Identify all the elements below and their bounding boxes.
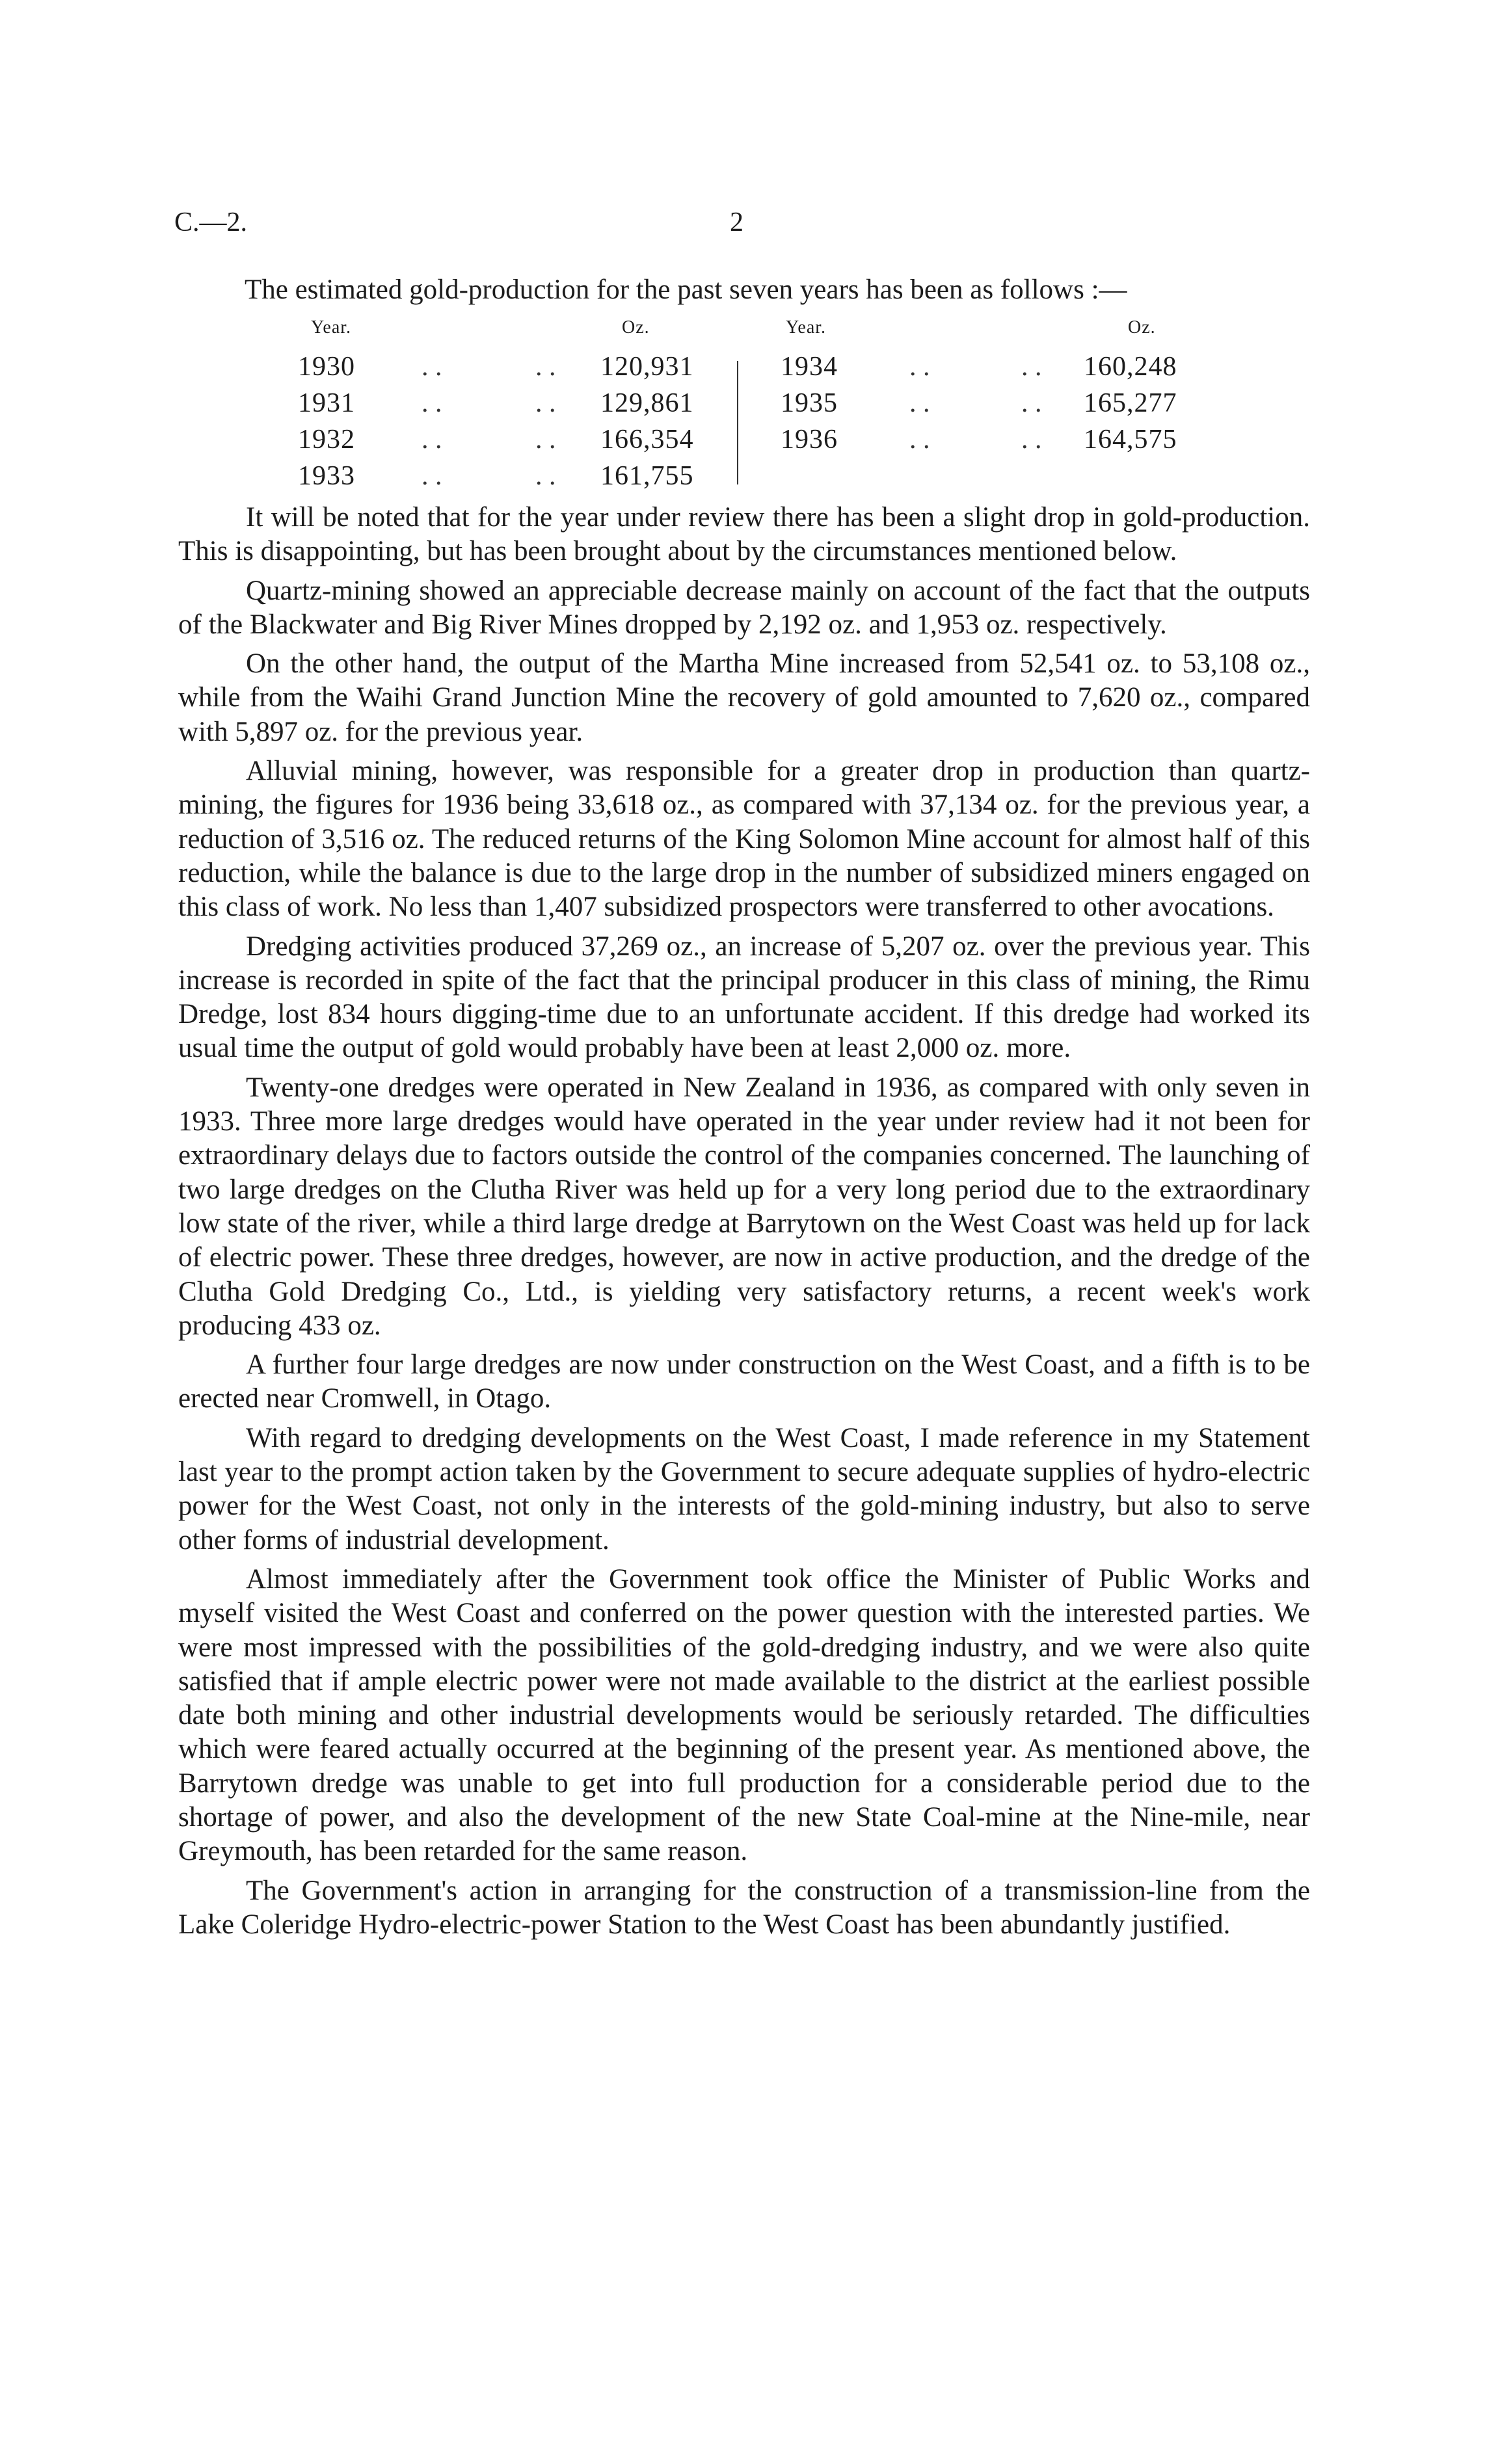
leader-dots: . . — [909, 388, 930, 418]
col-header-oz-left: Oz. — [622, 317, 650, 338]
table-row-year: 1933 — [298, 461, 355, 491]
table-row-year: 1931 — [298, 388, 355, 418]
leader-dots: . . — [535, 388, 556, 418]
table-row-oz: 160,248 — [1084, 352, 1177, 382]
production-table — [298, 317, 1222, 493]
leader-dots: . . — [535, 461, 556, 491]
leader-dots: . . — [535, 425, 556, 455]
leader-dots: . . — [422, 461, 442, 491]
body-text — [178, 501, 1310, 1947]
intro-text: The estimated gold-production for the past seven years has been as follows :— — [245, 274, 1127, 305]
leader-dots: . . — [422, 425, 442, 455]
paragraph: With regard to dredging developments on the West Coast, I made reference in my Statement last year to the prompt action taken by the Government to secure adequate supplies of hydro-electric power for the West Coast, not only in the interests of the gold-mining industry, but also to serve other forms of industrial development. — [178, 1422, 1310, 1556]
leader-dots: . . — [1021, 388, 1042, 418]
table-row-year: 1935 — [781, 388, 838, 418]
leader-dots: . . — [1021, 352, 1042, 382]
col-header-year-left: Year. — [311, 317, 352, 338]
leader-dots: . . — [422, 388, 442, 418]
table-row-oz: 120,931 — [600, 352, 694, 382]
table-row-oz: 129,861 — [600, 388, 694, 418]
paragraph: Dredging activities produced 37,269 oz., an increase of 5,207 oz. over the previous year. This increase is recorded in spite of the fact that the principal producer in this class of mining, the Rimu Dredge, lost 834 hours digging-time due to an unfortunate accident. If this dredge had worked its usual time the output of gold would probably have been at least 2,000 oz. more. — [178, 931, 1310, 1064]
page-number: 2 — [730, 207, 743, 237]
col-header-oz-right: Oz. — [1128, 317, 1156, 338]
table-row-oz: 166,354 — [600, 425, 694, 455]
table-row-year: 1932 — [298, 425, 355, 455]
col-header-year-right: Year. — [786, 317, 827, 338]
table-row-year: 1936 — [781, 425, 838, 455]
paragraph: Alluvial mining, however, was responsible for a greater drop in production than quartz-mining, the figures for 1936 being 33,618 oz., as compared with 37,134 oz. for the previous year, a reduction of 3,516 oz. The reduced returns of the King Solomon Mine account for almost half of this reduction, while the balance is due to the large drop in the number of subsidized miners engaged on this class of work. No less than 1,407 subsidized prospectors were transferred to other avocations. — [178, 756, 1310, 923]
leader-dots: . . — [535, 352, 556, 382]
paragraph: Quartz-mining showed an appreciable decrease mainly on account of the fact that the outputs of the Blackwater and Big River Mines dropped by 2,192 oz. and 1,953 oz. respectively. — [178, 575, 1310, 640]
paragraph: The Government's action in arranging for the construction of a transmission-line from the Lake Coleridge Hydro-electric-power Station to the West Coast has been abundantly justified. — [178, 1875, 1310, 1940]
table-divider — [737, 361, 738, 484]
leader-dots: . . — [422, 352, 442, 382]
table-row-oz: 164,575 — [1084, 425, 1177, 455]
table-row-year: 1930 — [298, 352, 355, 382]
table-row-oz: 161,755 — [600, 461, 694, 491]
table-row-year: 1934 — [781, 352, 838, 382]
paragraph: On the other hand, the output of the Martha Mine increased from 52,541 oz. to 53,108 oz., while from the Waihi Grand Junction Mine the recovery of gold amounted to 7,620 oz., compared with 5,897 oz. for the previous year. — [178, 648, 1310, 747]
paragraph: Twenty-one dredges were operated in New Zealand in 1936, as compared with only seven in 1933. Three more large dredges would have operated in the year under review had it not been for extraordinary delays due to factors outside the control of the companies concerned. The launching of two large dredges on the Clutha River was held up for a very long period due to the extraordinary low state of the river, while a third large dredge at Barrytown on the West Coast was held up for lack of electric power. These three dredges, however, are now in active production, and the dredge of the Clutha Gold Dredging Co., Ltd., is yielding very satisfactory returns, a recent week's work producing 433 oz. — [178, 1072, 1310, 1341]
paragraph: Almost immediately after the Government took office the Minister of Public Works and myself visited the West Coast and conferred on the power question with the interested parties. We were most impressed with the possibilities of the gold-dredging industry, and we were also quite satisfied that if ample electric power were not made available to the district at the earliest possible date both mining and other industrial developments would be seriously retarded. The difficulties which were feared actually occurred at the beginning of the present year. As mentioned above, the Barrytown dredge was unable to get into full production for a considerable period due to the shortage of power, and also the development of the new State Coal-mine at the Nine-mile, near Greymouth, has been retarded for the same reason. — [178, 1563, 1310, 1867]
leader-dots: . . — [909, 352, 930, 382]
leader-dots: . . — [909, 425, 930, 455]
page-header-ref: C.—2. — [174, 207, 248, 237]
paragraph: It will be noted that for the year under review there has been a slight drop in gold-production. This is disappointing, but has been brought about by the circumstances mentioned below. — [178, 502, 1310, 567]
table-row-oz: 165,277 — [1084, 388, 1177, 418]
leader-dots: . . — [1021, 425, 1042, 455]
paragraph: A further four large dredges are now under construction on the West Coast, and a fifth is to be erected near Cromwell, in Otago. — [178, 1349, 1310, 1414]
